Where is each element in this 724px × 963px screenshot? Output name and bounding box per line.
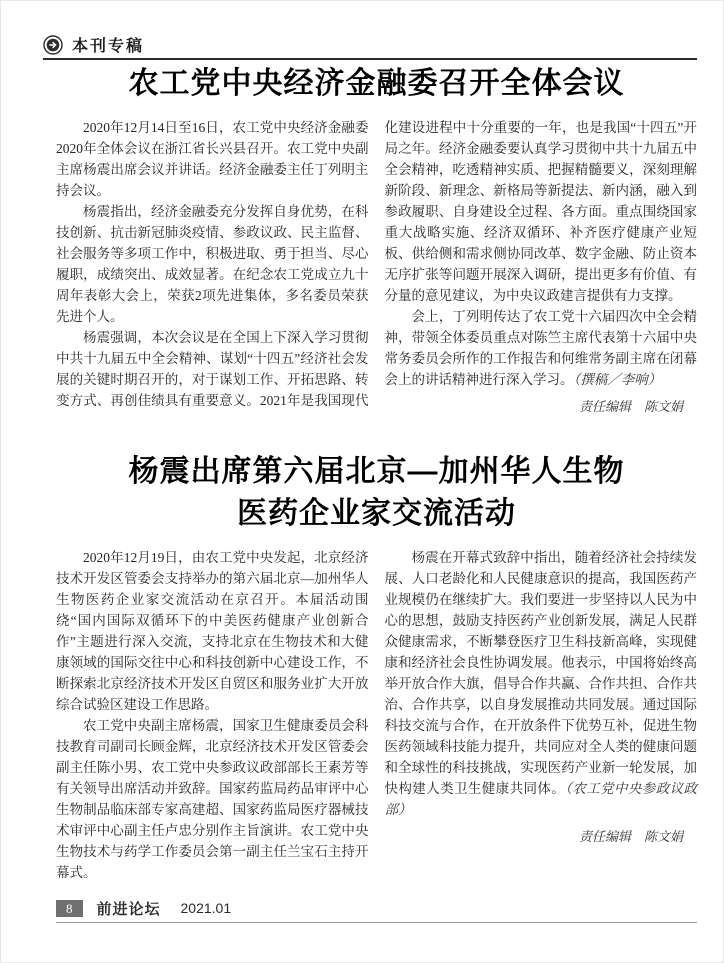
article-1-paragraph: 杨震指出，经济金融委充分发挥自身优势，在科技创新、抗击新冠肺炎疫情、参政议政、民主监督、社会服务等多项工作中，积极进取、勇于担当、尽心履职，成绩突出、成效显著。在纪念农工党成立九十周年表彰大会上，荣获2项先进集体，多名委员荣获先进个人。 <box>56 204 369 324</box>
article-1-author-note: （撰稿／李响） <box>573 372 662 387</box>
article-2 <box>56 451 697 893</box>
article-2-title-line1: 杨震出席第六届北京—加州华人生物 <box>128 455 625 488</box>
article-2-body <box>56 547 697 883</box>
article-2-title-line2: 医药企业家交流活动 <box>237 497 516 530</box>
section-header <box>43 31 697 60</box>
article-2-author-note: （农工党中央参政议政部） <box>384 781 698 817</box>
article-2-paragraph: 2020年12月19日，由农工党中央发起，北京经济技术开发区管委会支持举办的第六届北京—加州华人生物医药企业家交流活动在京召开。本届活动围绕“国内国际双循环下的中美医药健康产业创新合作”主题进行深入交流，支持北京在生物技术和大健康领域的国际交往中心和科技创新中心建设工作，不断探索北京经济技术开发区自贸区和服务业扩大开放综合试验区建设工作思路。 <box>56 550 369 712</box>
article-2-title <box>56 451 697 535</box>
issue-number: 2021.01 <box>180 900 232 916</box>
journal-name: 前进论坛 <box>96 900 161 918</box>
page-footer <box>56 897 697 923</box>
article-1-body <box>56 117 697 417</box>
article-2-editor-byline: 责任编辑 陈文娟 <box>578 829 683 844</box>
article-1-title: 农工党中央经济金融委召开全体会议 <box>128 67 625 100</box>
page-number-badge: 8 <box>56 900 83 917</box>
article-1-paragraph <box>385 306 698 390</box>
section-header-label: 本刊专稿 <box>72 38 145 55</box>
article-1-paragraph: 2020年12月14日至16日，农工党中央经济金融委2020年全体会议在浙江省长兴县召开。农工党中央副主席杨震出席会议并讲话。经济金融委主任丁列明主持会议。 <box>56 120 369 198</box>
article-2-paragraph <box>385 547 698 820</box>
article-1-paragraph-text: 会上，丁列明传达了农工党十六届四次中全会精神，带领全体委员重点对陈竺主席代表第十六届中央常务委员会所作的工作报告和何维常务副主席在闭幕会上的讲话精神进行深入学习。 <box>384 309 697 387</box>
article-2-paragraph-text: 杨震在开幕式致辞中指出，随着经济社会持续发展、人口老龄化和人民健康意识的提高，我国医药产业规模仍在继续扩大。我们要进一步坚持以人民为中心的思想，鼓励支持医药产业创新发展，满足人民群众健康需求，不断攀登医疗卫生科技新高峰，实现健康和经济社会良性协调发展。他表示，中国将始终高举开放合作大旗，倡导合作共赢、合作共担、合作共治、合作共享，以自身发展推动共同发展。通过国际科技交流与合作，在开放条件下优势互补，促进生物医药领域科技能力提升，共同应对全人类的健康问题和全球性的科技挑战，实现医药产业新一轮发展，加快构建人类卫生健康共同体。 <box>384 550 697 796</box>
article-1 <box>56 63 697 449</box>
article-1-editor-byline: 责任编辑 陈文娟 <box>578 399 683 414</box>
circle-arrow-right-icon <box>43 35 63 55</box>
article-1-paragraph: 杨震强调，本次会议是在全国上下深入学习贯彻中共十九届五中全会精神、谋划“十四五”经济社会发展的关键时期召开的，对于谋划工作、开拓思路、转变方式、再创佳绩具有重要意义。2021年是我国现代化建设进程中十分重要的一年，也是我国“十四五”开局之年。经济金融委要认真学习贯彻中共十九届五中全会精神，吃透精神实质、把握精髓要义，深刻理解新阶段、新理念、新格局等新提法、新内涵，融入到参政履职、自身建设全过程、各方面。重点围绕国家重大战略实施、经济双循环、补齐医疗健康产业短板、供给侧和需求侧协同改革、数字金融、防止资本无序扩张等问题开展深入调研，提出更多有价值、有分量的意见建议，为中央议政建言提供有力支撑。 <box>56 120 697 408</box>
article-2-paragraph: 农工党中央副主席杨震，国家卫生健康委员会科技教育司副司长顾金辉，北京经济技术开发区管委会副主任陈小男、农工党中央参政议政部部长王素芳等有关领导出席活动并致辞。国家药监局药品审评中心生物制品临床部专家高建超、国家药监局医疗器械技术审评中心副主任卢忠分别作主旨演讲。农工党中央生物技术与药学工作委员会第一副主任兰宝石主持开幕式。 <box>56 718 369 880</box>
